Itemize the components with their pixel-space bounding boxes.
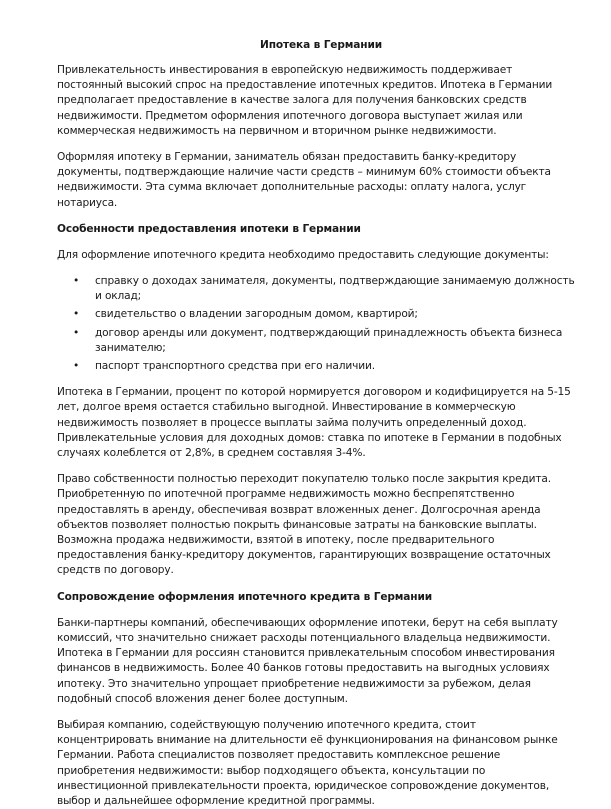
list-item [73, 359, 575, 374]
section-heading-features: Особенности предоставления ипотеки в Германии [57, 222, 361, 235]
bullet-icon: • [73, 308, 80, 321]
bullet-icon: • [73, 275, 80, 288]
list-item-text: свидетельство о владении загородным домом, квартирой; [95, 308, 418, 321]
paragraph-intro: Привлекательность инвестирования в европейскую недвижимость поддерживает постоянный высокий спрос на предоставление ипотечных кредитов. Ипотека в Германии предполагает предоставление в качестве залога для получения банковских средств недвижимости. Предметом оформления ипотечного договора выступает жилая или коммерческая недвижимость на первичном и вторичном рынке недвижимости. [57, 64, 553, 137]
documents-list [57, 274, 575, 374]
list-item [73, 307, 575, 322]
list-item-text: паспорт транспортного средства при его наличии. [95, 360, 375, 373]
section-heading-support: Сопровождение оформления ипотечного кредита в Германии [57, 590, 433, 603]
bullet-icon: • [73, 326, 80, 339]
bullet-icon: • [73, 360, 80, 373]
paragraph-rates: Ипотека в Германии, процент по которой нормируется договором и кодифицируется на 5-15 лет, долгое время остается стабильно выгодной. Инвестирование в коммерческую недвижимость позволяет в процессе выплаты займа получить определенный доход. Привлекательные условия для доходных домов: ставка по ипотеке в Германии в подобных случаях колеблется от 2,8%, в среднем составляя 3-4%. [57, 386, 571, 460]
paragraph-bank-partners: Банки-партнеры компаний, обеспечивающих оформление ипотеки, берут на себя выплату комиссий, что значительно снижает расходы потенциального владельца недвижимости. Ипотека в Германии для россиян становится привлекательным способом инвестирования финансов в недвижимость. Более 40 банков готовы предоставить на выгодных условиях ипотеку. Это значительно упрощает приобретение недвижимости за рубежом, делая подобный способ вложения денег более доступным. [57, 616, 558, 705]
paragraph-choosing-company: Выбирая компанию, содействующую получению ипотечного кредита, стоит концентрировать внимание на длительности её функционирования на финансовом рынке Германии. Работа специалистов позволяет предоставить комплексное решение приобретения недвижимости: выбор подходящего объекта, консультации по инвестиционной привлекательности проекта, юридическое сопровождение документов, выбор и дальнейшее оформление кредитной программы. [57, 718, 558, 807]
document-title: Ипотека в Германии [260, 39, 382, 51]
paragraph-down-payment: Оформляя ипотеку в Германии, заниматель обязан предоставить банку-кредитору документы, подтверждающие наличие части средств – минимум 60% стоимости объекта недвижимости. Эта сумма включает дополнительные расходы: оплату налога, услуг нотариуса. [57, 151, 551, 209]
list-item-text: договор аренды или документ, подтверждающий принадлежность объекта бизнеса занимателю; [95, 326, 563, 354]
list-item-text: справку о доходах занимателя, документы, подтверждающие занимаемую должность и оклад; [95, 275, 575, 303]
list-item [73, 326, 575, 356]
paragraph-documents-intro: Для оформление ипотечного кредита необходимо предоставить следующие документы: [57, 248, 549, 261]
list-item [73, 274, 575, 304]
paragraph-ownership: Право собственности полностью переходит покупателю только после закрытия кредита. Приобретенную по ипотечной программе недвижимость можно беспрепятственно предоставлять в аренду, обеспечивая возврат вложенных денег. Долгосрочная аренда объектов позволяет полностью покрыть финансовые затраты на банковские выплаты. Возможна продажа недвижимости, взятой в ипотеку, после предварительного предоставления банку-кредитору документов, гарантирующих возвращение остаточных средств по договору. [57, 473, 551, 577]
